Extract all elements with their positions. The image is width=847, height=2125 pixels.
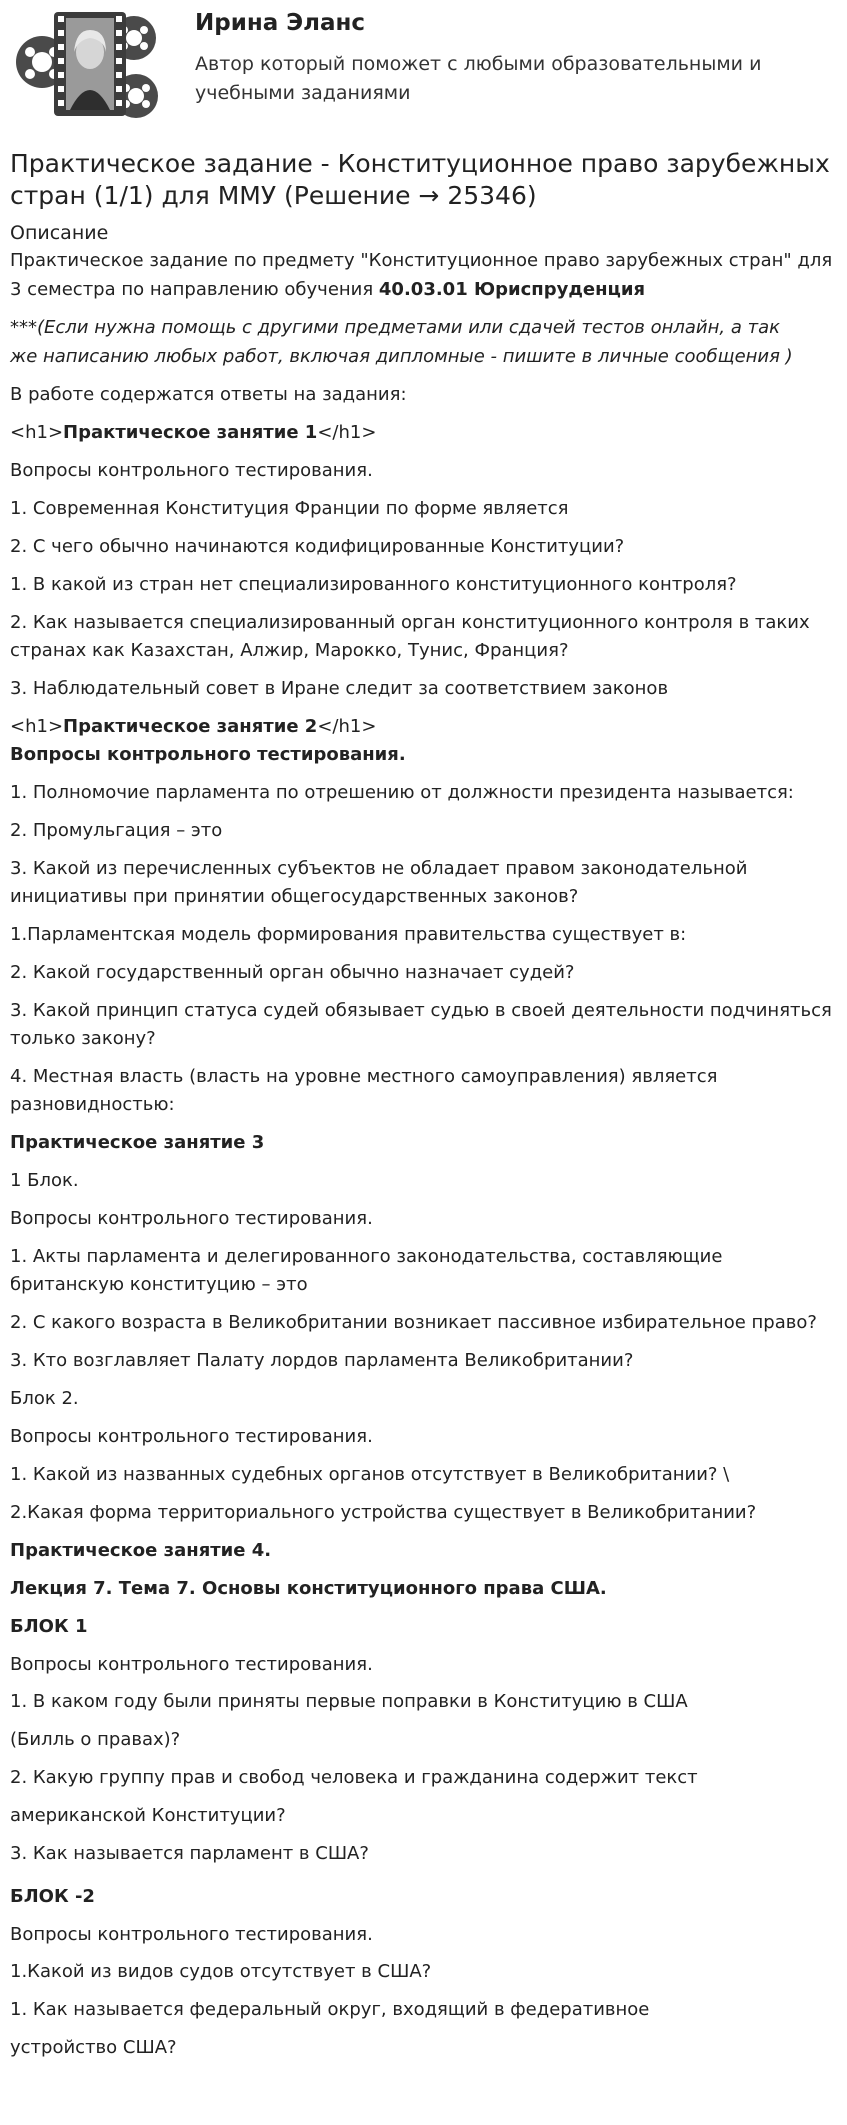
section-2-title: Практическое занятие 2 [63,716,318,737]
section-3-question: 1. Акты парламента и делегированного законодательства, составляющие британскую конституцию – это [10,1246,723,1295]
section-3-question: 2.Какая форма территориального устройства существует в Великобритании? [10,1502,757,1523]
section-1-question: 1. Современная Конституция Франции по форме является [10,498,569,519]
intro-specialty: 40.03.01 Юриспруденция [378,279,646,300]
h1-close-tag: </h1> [317,422,377,443]
section-4-question: 2. Какую группу прав и свобод человека и гражданина содержит текст [10,1767,698,1788]
section-4-block-label: БЛОК -2 [10,1886,95,1907]
author-name[interactable]: Ирина Эланс [195,10,366,36]
section-3-question: 3. Кто возглавляет Палату лордов парламента Великобритании? [10,1350,634,1371]
contact-note [10,313,837,371]
h1-open-tag: <h1> [10,422,64,443]
h1-open-tag: <h1> [10,716,64,737]
note-line-2: же написанию любых работ, включая дипломные - пишите в личные сообщения ) [10,346,793,367]
section-1-title: Практическое занятие 1 [63,422,318,443]
section-1-heading [10,419,837,447]
description-label: Описание [10,222,109,244]
section-4-lecture: Лекция 7. Тема 7. Основы конституционного права США. [10,1578,607,1599]
section-2-question: 2. Какой государственный орган обычно назначает судей? [10,962,575,983]
section-4-block-label: БЛОК 1 [10,1616,88,1637]
section-4-question-continued: устройство США? [10,2037,177,2058]
section-2-question: 2. Промульгация – это [10,820,223,841]
section-3-heading: Практическое занятие 3 [10,1132,265,1153]
section-2-question: 1.Парламентская модель формирования правительства существует в: [10,924,687,945]
section-2-question: 1. Полномочие парламента по отрешению от должности президента называется: [10,782,794,803]
section-3-question: 1. Какой из названных судебных органов отсутствует в Великобритании? \ [10,1464,730,1485]
section-3-subheading: Вопросы контрольного тестирования. [10,1208,373,1229]
content-intro: В работе содержатся ответы на задания: [10,384,407,405]
page-title: Практическое задание - Конституционное право зарубежных стран (1/1) для ММУ (Решение → 25346) [10,149,830,210]
description-intro [10,246,837,304]
section-4-question: 3. Как называется парламент в США? [10,1843,369,1864]
section-2-question: 3. Какой из перечисленных субъектов не обладает правом законодательной инициативы при принятии общегосударственных законов? [10,858,748,907]
section-4-subheading: Вопросы контрольного тестирования. [10,1924,373,1945]
section-1-question: 1. В какой из стран нет специализированного конституционного контроля? [10,574,737,595]
section-2-subheading: Вопросы контрольного тестирования. [10,744,406,765]
section-4-subheading: Вопросы контрольного тестирования. [10,1654,373,1675]
section-3-question: 2. С какого возраста в Великобритании возникает пассивное избирательное право? [10,1312,817,1333]
author-description: Автор который поможет с любыми образовательными и учебными заданиями [195,53,762,104]
intro-text: Практическое задание по предмету "Конституционное право зарубежных стран" для 3 семестра по направлению обучения [10,250,833,300]
section-4-question: 1. Как называется федеральный округ, входящий в федеративное [10,1999,650,2020]
section-1-question: 2. С чего обычно начинаются кодифицированные Конституции? [10,536,625,557]
h1-close-tag: </h1> [317,716,377,737]
section-4-question-continued: американской Конституции? [10,1805,286,1826]
section-3-block-label: 1 Блок. [10,1170,79,1191]
section-1-question: 2. Как называется специализированный орган конституционного контроля в таких странах как Казахстан, Алжир, Марокко, Тунис, Франция? [10,612,810,661]
avatar-film-frame-icon [14,4,162,126]
section-1-subheading: Вопросы контрольного тестирования. [10,460,373,481]
section-1-question: 3. Наблюдательный совет в Иране следит за соответствием законов [10,678,669,699]
author-header [10,0,837,132]
section-4-question: 1.Какой из видов судов отсутствует в США? [10,1961,432,1982]
avatar[interactable] [14,4,162,126]
section-2-heading [10,713,837,741]
section-2-question: 4. Местная власть (власть на уровне местного самоуправления) является разновидностью: [10,1066,718,1115]
section-2-question: 3. Какой принцип статуса судей обязывает судью в своей деятельности подчиняться только закону? [10,1000,832,1049]
section-3-subheading: Вопросы контрольного тестирования. [10,1426,373,1447]
section-4-question: 1. В каком году были приняты первые поправки в Конституцию в США [10,1691,688,1712]
note-line-1: ***(Если нужна помощь с другими предметами или сдачей тестов онлайн, а так [10,317,780,338]
section-4-heading: Практическое занятие 4. [10,1540,272,1561]
section-4-question-continued: (Билль о правах)? [10,1729,181,1750]
section-3-block-label: Блок 2. [10,1388,79,1409]
